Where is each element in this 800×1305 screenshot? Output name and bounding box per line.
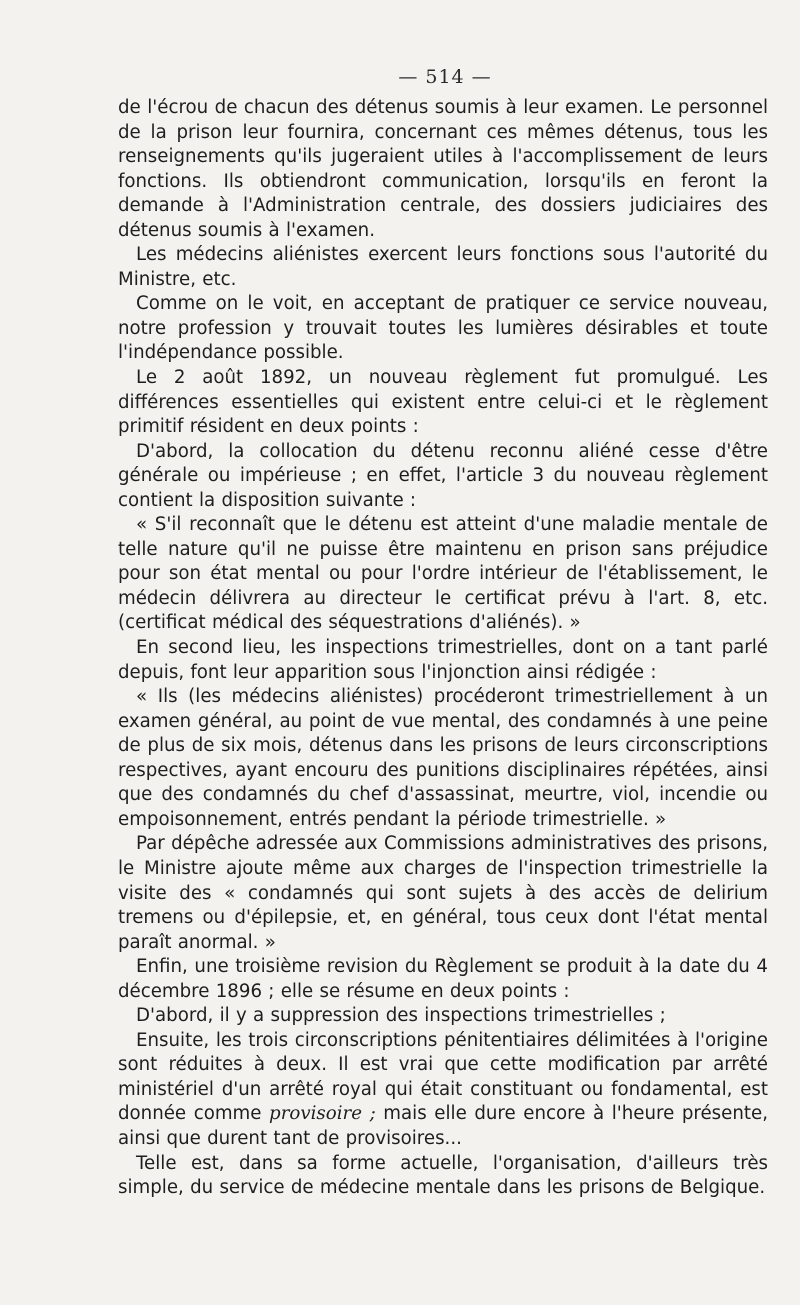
paragraph: Comme on le voit, en acceptant de pratiquer ce service nouveau, notre profession y trouvait toutes les lumières désirables et toute l'indépendance possible. <box>118 293 768 364</box>
text-run: Ensuite, les trois circonscriptions pénitentiaires délimitées à l'origine sont réduites à deux. Il est vrai que cette modification par arrêté ministériel d'un arrêté royal qui était constituant ou fondamental, est donnée comme <box>118 1029 768 1125</box>
paragraph-with-italic <box>118 1029 768 1152</box>
text-run: mais elle dure encore à l'heure présente, ainsi que durent tant de provisoires... <box>118 1103 768 1149</box>
page-number: — 514 — <box>398 66 492 88</box>
paragraph-continuation: de l'écrou de chacun des détenus soumis à leur examen. Le personnel de la prison leur fournira, concernant ces mêmes détenus, tous les renseignements qu'ils jugeraient utiles à l'accomplissement de leurs fonctions. Ils obtiendront communication, lorsqu'ils en feront la demande à l'Administration centrale, des dossiers judiciaires des détenus soumis à l'examen. <box>118 97 768 241</box>
italic-text: provisoire ; <box>269 1103 376 1125</box>
paragraph: En second lieu, les inspections trimestrielles, dont on a tant parlé depuis, font leur apparition sous l'injonction ainsi rédigée : <box>118 637 768 683</box>
paragraph: Enfin, une troisième revision du Règlement se produit à la date du 4 décembre 1896 ; elle se résume en deux points : <box>118 956 768 1002</box>
paragraph: Telle est, dans sa forme actuelle, l'organisation, d'ailleurs très simple, du service de médecine mentale dans les prisons de Belgique. <box>118 1152 768 1199</box>
paragraph: Les médecins aliénistes exercent leurs fonctions sous l'autorité du Ministre, etc. <box>118 244 768 290</box>
paragraph: D'abord, il y a suppression des inspections trimestrielles ; <box>136 1005 666 1027</box>
paragraph: Par dépêche adressée aux Commissions administratives des prisons, le Ministre ajoute même aux charges de l'inspection trimestrielle la visite des « condamnés qui sont sujets à des accès de delirium tremens ou d'épilepsie, et, en général, tous ceux dont l'état mental paraît anormal. » <box>118 833 768 953</box>
page-body <box>118 96 768 1201</box>
quotation-paragraph: « S'il reconnaît que le détenu est atteint d'une maladie mentale de telle nature qu'il ne puisse être maintenu en prison sans préjudice pour son état mental ou pour l'ordre intérieur de l'établissement, le médecin délivrera au directeur le certificat prévu à l'art. 8, etc. (certificat médical des séquestrations d'aliénés). » <box>118 514 768 634</box>
paragraph: Le 2 août 1892, un nouveau règlement fut promulgué. Les différences essentielles qui existent entre celui-ci et le règlement primitif résident en deux points : <box>118 367 768 438</box>
quotation-paragraph: « Ils (les médecins aliénistes) procéderont trimestriellement à un examen général, au point de vue mental, des condamnés à une peine de plus de six mois, détenus dans les prisons de leurs circonscriptions respectives, ayant encouru des punitions disciplinaires répétées, ainsi que des condamnés du chef d'assassinat, meurtre, viol, incendie ou empoisonnement, entrés pendant la période trimestrielle. » <box>118 686 768 830</box>
paragraph: D'abord, la collocation du détenu reconnu aliéné cesse d'être générale ou impérieuse ; en effet, l'article 3 du nouveau règlement contient la disposition suivante : <box>118 440 768 511</box>
